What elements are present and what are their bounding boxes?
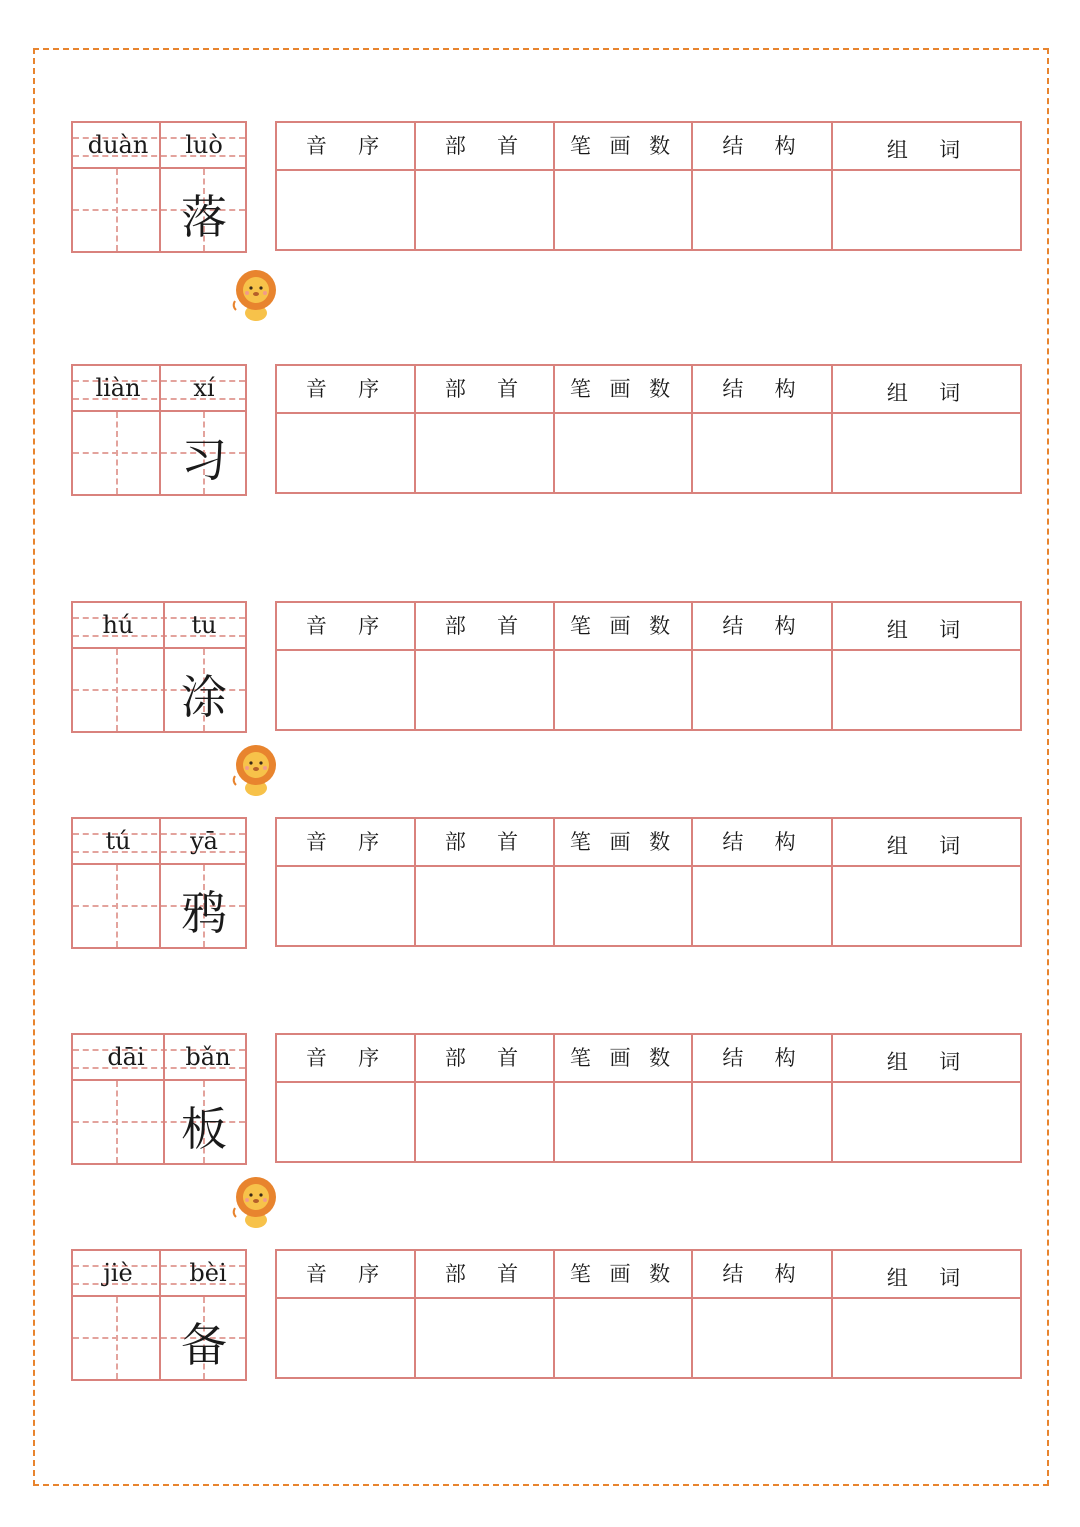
pinyin-syllable-1: hú xyxy=(102,611,134,639)
bihuashu-answer-cell[interactable] xyxy=(555,651,691,729)
header-bihuashu: 笔 画 数 xyxy=(569,1046,677,1070)
bushou-answer-cell[interactable] xyxy=(416,171,553,249)
header-yinxu: 音 序 xyxy=(305,1046,386,1070)
character-info-table xyxy=(275,1249,1022,1379)
jiegou-answer-cell[interactable] xyxy=(693,1083,831,1161)
zuci-answer-cell[interactable] xyxy=(833,1299,1020,1377)
chinese-character: 落 xyxy=(181,190,227,244)
header-jiegou: 结 构 xyxy=(722,134,802,158)
yinxu-answer-cell[interactable] xyxy=(277,867,414,945)
header-jiegou: 结 构 xyxy=(722,377,802,401)
zuci-answer-cell[interactable] xyxy=(833,867,1020,945)
jiegou-answer-cell[interactable] xyxy=(693,171,831,249)
zuci-answer-cell[interactable] xyxy=(833,171,1020,249)
character-info-table xyxy=(275,364,1022,494)
zuci-answer-cell[interactable] xyxy=(833,1083,1020,1161)
bihuashu-answer-cell[interactable] xyxy=(555,867,691,945)
pinyin-syllable-2: bǎn xyxy=(185,1043,231,1071)
chinese-character: 备 xyxy=(181,1318,227,1372)
pinyin-grid-card xyxy=(71,817,247,949)
bihuashu-answer-cell[interactable] xyxy=(555,171,691,249)
header-bushou: 部 首 xyxy=(444,1262,525,1286)
header-zuci: 组 词 xyxy=(886,1050,967,1074)
character-info-table xyxy=(275,121,1022,251)
header-bihuashu: 笔 画 数 xyxy=(569,1262,677,1286)
pinyin-syllable-2: xí xyxy=(193,374,215,402)
header-bushou: 部 首 xyxy=(444,134,525,158)
pinyin-syllable-2: bèi xyxy=(189,1259,227,1287)
zuci-answer-cell[interactable] xyxy=(833,651,1020,729)
pinyin-syllable-1: tú xyxy=(105,827,131,855)
word-row xyxy=(0,121,1080,255)
header-jiegou: 结 构 xyxy=(722,1046,802,1070)
jiegou-answer-cell[interactable] xyxy=(693,1299,831,1377)
header-jiegou: 结 构 xyxy=(722,614,802,638)
bihuashu-answer-cell[interactable] xyxy=(555,1299,691,1377)
header-bushou: 部 首 xyxy=(444,377,525,401)
bushou-answer-cell[interactable] xyxy=(416,651,553,729)
header-yinxu: 音 序 xyxy=(305,830,386,854)
header-bihuashu: 笔 画 数 xyxy=(569,377,677,401)
zuci-answer-cell[interactable] xyxy=(833,414,1020,492)
pinyin-syllable-2: luò xyxy=(185,131,223,159)
header-zuci: 组 词 xyxy=(886,138,967,162)
character-info-table xyxy=(275,1033,1022,1163)
pinyin-grid-card xyxy=(71,364,247,496)
yinxu-answer-cell[interactable] xyxy=(277,1299,414,1377)
pinyin-syllable-1: liàn xyxy=(95,374,141,402)
lion-icon xyxy=(230,1173,280,1229)
chinese-character: 涂 xyxy=(181,670,227,724)
chinese-character: 鸦 xyxy=(181,886,227,940)
pinyin-syllable-1: jiè xyxy=(103,1259,133,1287)
header-zuci: 组 词 xyxy=(886,618,967,642)
header-bushou: 部 首 xyxy=(444,1046,525,1070)
header-yinxu: 音 序 xyxy=(305,614,386,638)
header-zuci: 组 词 xyxy=(886,834,967,858)
jiegou-answer-cell[interactable] xyxy=(693,651,831,729)
bushou-answer-cell[interactable] xyxy=(416,867,553,945)
bihuashu-answer-cell[interactable] xyxy=(555,1083,691,1161)
bushou-answer-cell[interactable] xyxy=(416,414,553,492)
header-yinxu: 音 序 xyxy=(305,377,386,401)
pinyin-grid-card xyxy=(71,121,247,253)
word-row xyxy=(0,601,1080,735)
yinxu-answer-cell[interactable] xyxy=(277,1083,414,1161)
header-bushou: 部 首 xyxy=(444,614,525,638)
jiegou-answer-cell[interactable] xyxy=(693,867,831,945)
header-zuci: 组 词 xyxy=(886,381,967,405)
header-jiegou: 结 构 xyxy=(722,830,802,854)
yinxu-answer-cell[interactable] xyxy=(277,414,414,492)
yinxu-answer-cell[interactable] xyxy=(277,651,414,729)
lion-icon xyxy=(230,266,280,322)
pinyin-syllable-1: duàn xyxy=(87,131,149,159)
header-bihuashu: 笔 画 数 xyxy=(569,830,677,854)
header-yinxu: 音 序 xyxy=(305,134,386,158)
word-row xyxy=(0,1033,1080,1167)
pinyin-syllable-2: yā xyxy=(190,827,218,855)
bihuashu-answer-cell[interactable] xyxy=(555,414,691,492)
character-info-table xyxy=(275,817,1022,947)
pinyin-grid-card xyxy=(71,1033,247,1165)
word-row xyxy=(0,817,1080,951)
lion-icon xyxy=(230,741,280,797)
word-row xyxy=(0,1249,1080,1383)
header-bihuashu: 笔 画 数 xyxy=(569,134,677,158)
character-info-table xyxy=(275,601,1022,731)
pinyin-syllable-1: dāi xyxy=(107,1043,145,1071)
jiegou-answer-cell[interactable] xyxy=(693,414,831,492)
bushou-answer-cell[interactable] xyxy=(416,1083,553,1161)
yinxu-answer-cell[interactable] xyxy=(277,171,414,249)
bushou-answer-cell[interactable] xyxy=(416,1299,553,1377)
pinyin-grid-card xyxy=(71,601,247,733)
header-yinxu: 音 序 xyxy=(305,1262,386,1286)
header-zuci: 组 词 xyxy=(886,1266,967,1290)
word-row xyxy=(0,364,1080,498)
pinyin-grid-card xyxy=(71,1249,247,1381)
header-jiegou: 结 构 xyxy=(722,1262,802,1286)
chinese-character: 习 xyxy=(181,433,227,487)
header-bihuashu: 笔 画 数 xyxy=(569,614,677,638)
pinyin-syllable-2: tu xyxy=(191,611,217,639)
header-bushou: 部 首 xyxy=(444,830,525,854)
chinese-character: 板 xyxy=(181,1102,227,1156)
